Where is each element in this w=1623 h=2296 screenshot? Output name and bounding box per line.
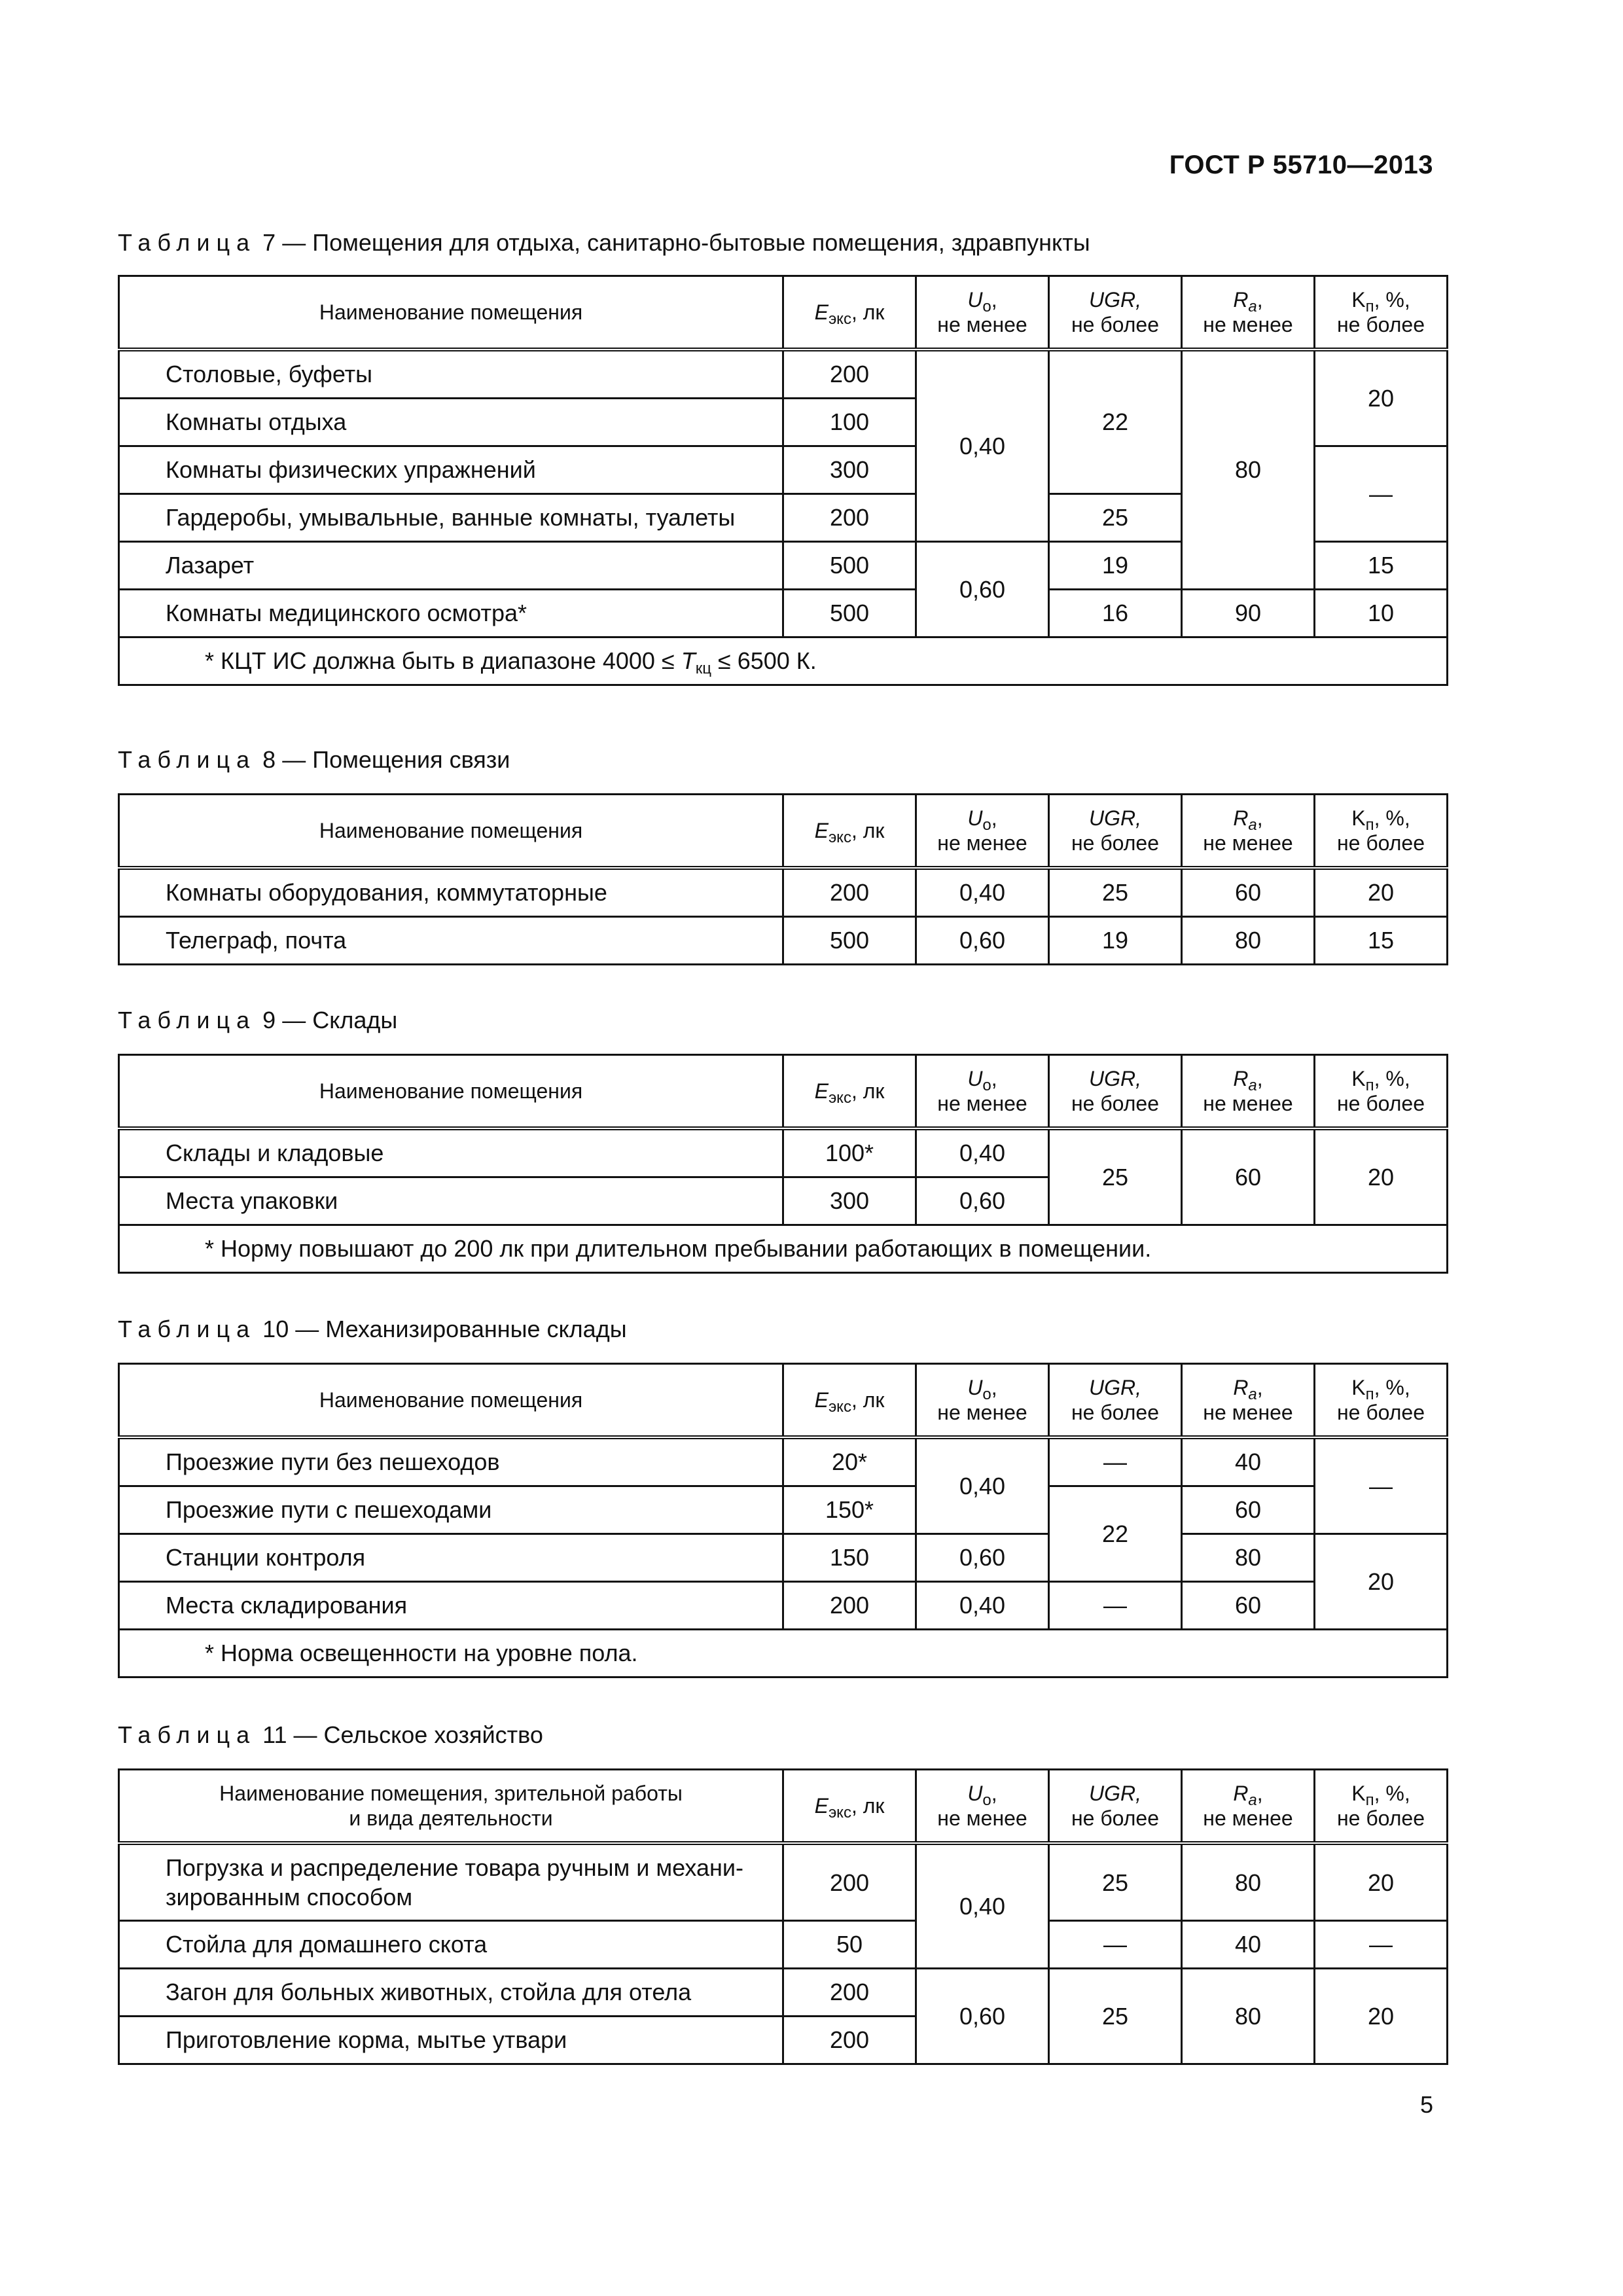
cell-k: 20 (1315, 1969, 1448, 2064)
cell-u: 0,40 (916, 1843, 1049, 1969)
table-footnote-row (119, 1225, 1448, 1273)
cell-r: 60 (1182, 1582, 1315, 1630)
cell-e: 500 (783, 590, 916, 637)
cell-r: 80 (1182, 350, 1315, 590)
cell-ugr: 22 (1049, 350, 1182, 494)
table-10-caption (118, 1316, 627, 1343)
header-r: $R_a$, не менее (1182, 1364, 1315, 1438)
row-name: Комнаты физических упражнений (119, 446, 783, 494)
header-k: $K_п$, %, не более (1315, 1770, 1448, 1844)
cell-u: 0,60 (916, 917, 1049, 965)
header-name: Наименование помещения (119, 1364, 783, 1438)
cell-ugr: 25 (1049, 1128, 1182, 1225)
row-name: Гардеробы, умывальные, ванные комнаты, туалеты (119, 494, 783, 542)
header-name: Наименование помещения (119, 276, 783, 350)
cell-e: 200 (783, 494, 916, 542)
cell-e: 300 (783, 1177, 916, 1225)
cell-r: 40 (1182, 1921, 1315, 1969)
header-r: $R_a$, не менее (1182, 1055, 1315, 1129)
document-code: ГОСТ Р 55710—2013 (1169, 151, 1433, 179)
header-ugr: UGR, не более (1049, 276, 1182, 350)
cell-ugr: — (1049, 1437, 1182, 1486)
table-7-caption (118, 229, 1090, 257)
table-footnote: * Норму повышают до 200 лк при длительном пребывании работающих в помещении. (119, 1225, 1448, 1273)
cell-e: 100* (783, 1128, 916, 1177)
cell-ugr: 16 (1049, 590, 1182, 637)
cell-e: 50 (783, 1921, 916, 1969)
caption-label: Таблица (118, 1316, 257, 1342)
caption-text: 7 — Помещения для отдыха, санитарно-бытовые помещения, здравпункты (262, 229, 1090, 256)
header-r: $R_a$, не менее (1182, 1770, 1315, 1844)
table-footnote-row (119, 637, 1448, 685)
cell-ugr: 25 (1049, 868, 1182, 917)
cell-e: 200 (783, 2017, 916, 2064)
cell-k: 20 (1315, 1534, 1448, 1630)
table-row (119, 1534, 1448, 1582)
table-11-caption (118, 1721, 543, 1749)
cell-ugr: — (1049, 1582, 1182, 1630)
caption-label: Таблица (118, 229, 257, 256)
table-row (119, 917, 1448, 965)
table-row (119, 590, 1448, 637)
cell-e: 150 (783, 1534, 916, 1582)
cell-r: 80 (1182, 1969, 1315, 2064)
header-r: $R_a$, не менее (1182, 276, 1315, 350)
caption-text: 9 — Склады (262, 1007, 398, 1033)
cell-e: 200 (783, 868, 916, 917)
row-name: Телеграф, почта (119, 917, 783, 965)
cell-k: 20 (1315, 350, 1448, 446)
row-name: Столовые, буфеты (119, 350, 783, 399)
caption-text: 10 — Механизированные склады (262, 1316, 627, 1342)
table-header-row (119, 1770, 1448, 1844)
cell-k: 15 (1315, 917, 1448, 965)
table-7 (118, 275, 1448, 686)
table-10 (118, 1363, 1448, 1678)
cell-u: 0,60 (916, 542, 1049, 637)
row-name: Станции контроля (119, 1534, 783, 1582)
header-k: $K_п$, %, не более (1315, 276, 1448, 350)
row-name: Погрузка и распределение товара ручным и механи- зированным способом (119, 1843, 783, 1921)
caption-text: 8 — Помещения связи (262, 746, 510, 773)
cell-ugr: 19 (1049, 917, 1182, 965)
table-row (119, 1843, 1448, 1921)
table-8 (118, 793, 1448, 965)
table-row (119, 1486, 1448, 1534)
cell-u: 0,40 (916, 1437, 1049, 1534)
header-u: $U_о$, не менее (916, 795, 1049, 869)
cell-e: 200 (783, 350, 916, 399)
cell-r: 80 (1182, 1534, 1315, 1582)
cell-u: 0,40 (916, 868, 1049, 917)
cell-e: 200 (783, 1843, 916, 1921)
cell-e: 200 (783, 1582, 916, 1630)
cell-k: — (1315, 1437, 1448, 1534)
header-ugr: UGR, не более (1049, 1055, 1182, 1129)
cell-e: 200 (783, 1969, 916, 2017)
cell-e: 100 (783, 399, 916, 446)
row-name: Загон для больных животных, стойла для отела (119, 1969, 783, 2017)
table-9-caption (118, 1007, 397, 1034)
cell-e: 300 (783, 446, 916, 494)
table-header-row (119, 795, 1448, 869)
row-name: Комнаты медицинского осмотра* (119, 590, 783, 637)
header-name: Наименование помещения (119, 795, 783, 869)
cell-u: 0,60 (916, 1534, 1049, 1582)
table-row (119, 1969, 1448, 2017)
cell-k: 10 (1315, 590, 1448, 637)
table-row (119, 1582, 1448, 1630)
table-row (119, 868, 1448, 917)
header-e: $E_{экс}$, лк (783, 1055, 916, 1129)
header-name: Наименование помещения (119, 1055, 783, 1129)
header-e: $E_{экс}$, лк (783, 795, 916, 869)
cell-r: 60 (1182, 868, 1315, 917)
header-ugr: UGR, не более (1049, 795, 1182, 869)
header-e: $E_{экс}$, лк (783, 1364, 916, 1438)
cell-r: 60 (1182, 1486, 1315, 1534)
row-name: Приготовление корма, мытье утвари (119, 2017, 783, 2064)
header-e: $E_{экс}$, лк (783, 276, 916, 350)
caption-label: Таблица (118, 1007, 257, 1033)
row-name: Комнаты отдыха (119, 399, 783, 446)
cell-u: 0,60 (916, 1177, 1049, 1225)
row-name: Места складирования (119, 1582, 783, 1630)
cell-r: 90 (1182, 590, 1315, 637)
table-header-row (119, 1055, 1448, 1129)
cell-r: 60 (1182, 1128, 1315, 1225)
row-name: Проезжие пути с пешеходами (119, 1486, 783, 1534)
header-k: $K_п$, %, не более (1315, 795, 1448, 869)
table-11 (118, 1768, 1448, 2065)
cell-ugr: 25 (1049, 1843, 1182, 1921)
cell-r: 80 (1182, 917, 1315, 965)
table-row (119, 1128, 1448, 1177)
table-row (119, 350, 1448, 399)
cell-e: 500 (783, 542, 916, 590)
header-e: $E_{экс}$, лк (783, 1770, 916, 1844)
cell-u: 0,40 (916, 1582, 1049, 1630)
table-header-row (119, 276, 1448, 350)
cell-ugr: — (1049, 1921, 1182, 1969)
caption-label: Таблица (118, 1721, 257, 1748)
cell-ugr: 22 (1049, 1486, 1182, 1582)
table-footnote: * Норма освещенности на уровне пола. (119, 1630, 1448, 1677)
header-ugr: UGR, не более (1049, 1770, 1182, 1844)
table-header-row (119, 1364, 1448, 1438)
page-number: 5 (1419, 2091, 1433, 2118)
caption-label: Таблица (118, 746, 257, 773)
header-u: $U_о$, не менее (916, 1364, 1049, 1438)
cell-u: 0,40 (916, 1128, 1049, 1177)
row-name: Комнаты оборудования, коммутаторные (119, 868, 783, 917)
cell-r: 40 (1182, 1437, 1315, 1486)
cell-e: 500 (783, 917, 916, 965)
row-name: Склады и кладовые (119, 1128, 783, 1177)
cell-k: 20 (1315, 1128, 1448, 1225)
header-r: $R_a$, не менее (1182, 795, 1315, 869)
cell-ugr: 19 (1049, 542, 1182, 590)
cell-u: 0,40 (916, 350, 1049, 542)
header-k: $K_п$, %, не более (1315, 1364, 1448, 1438)
table-9 (118, 1054, 1448, 1274)
cell-k: — (1315, 446, 1448, 542)
table-row (119, 1921, 1448, 1969)
cell-e: 150* (783, 1486, 916, 1534)
row-name: Стойла для домашнего скота (119, 1921, 783, 1969)
table-footnote-row (119, 1630, 1448, 1677)
cell-ugr: 25 (1049, 1969, 1182, 2064)
header-u: $U_о$, не менее (916, 1055, 1049, 1129)
header-k: $K_п$, %, не более (1315, 1055, 1448, 1129)
cell-e: 20* (783, 1437, 916, 1486)
caption-text: 11 — Сельское хозяйство (262, 1721, 543, 1748)
table-footnote: * КЦТ ИС должна быть в диапазоне $4000 \le T_{кц} \le 6500$ К. (119, 637, 1448, 685)
row-name: Места упаковки (119, 1177, 783, 1225)
cell-k: 20 (1315, 868, 1448, 917)
header-ugr: UGR, не более (1049, 1364, 1182, 1438)
row-name: Проезжие пути без пешеходов (119, 1437, 783, 1486)
table-row (119, 1437, 1448, 1486)
cell-ugr: 25 (1049, 494, 1182, 542)
table-8-caption (118, 746, 510, 774)
cell-r: 80 (1182, 1843, 1315, 1921)
header-u: $U_о$, не менее (916, 276, 1049, 350)
header-name: Наименование помещения, зрительной работы и вида деятельности (119, 1770, 783, 1844)
cell-k: — (1315, 1921, 1448, 1969)
cell-k: 20 (1315, 1843, 1448, 1921)
header-u: $U_о$, не менее (916, 1770, 1049, 1844)
row-name: Лазарет (119, 542, 783, 590)
cell-k: 15 (1315, 542, 1448, 590)
cell-u: 0,60 (916, 1969, 1049, 2064)
